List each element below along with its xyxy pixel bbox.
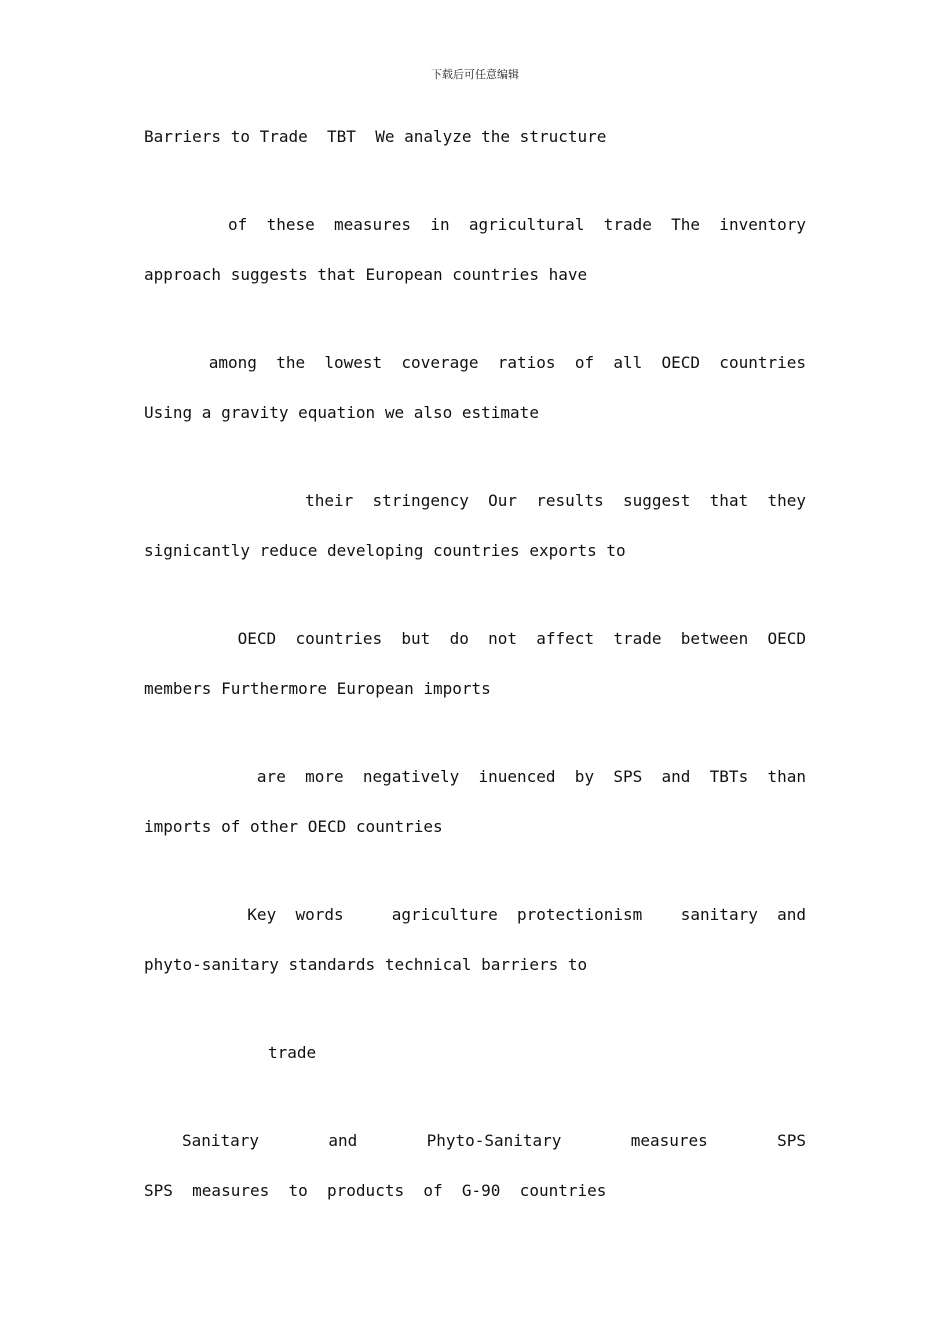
- text-line: Barriers to Trade TBT We analyze the structure: [144, 127, 607, 146]
- text-line: are more negatively inuenced by SPS and TBTs than: [256, 767, 806, 786]
- text-line: Sanitary and Phyto-Sanitary measures SPS: [182, 1131, 806, 1150]
- text-line: members Furthermore European imports: [144, 679, 491, 698]
- text-line: Key words agriculture protectionism sanitary and: [247, 905, 806, 924]
- text-line: phyto-sanitary standards technical barriers to: [144, 955, 588, 974]
- text-line: approach suggests that European countries have: [144, 265, 588, 284]
- text-line: Using a gravity equation we also estimate: [144, 403, 539, 422]
- text-line: signicantly reduce developing countries exports to: [144, 541, 626, 560]
- text-line: trade: [268, 1043, 317, 1062]
- page-header: 下载后可任意编辑: [431, 68, 519, 81]
- text-line: OECD countries but do not affect trade between OECD: [237, 629, 806, 648]
- text-line: their stringency Our results suggest that they: [305, 491, 806, 510]
- text-line: of these measures in agricultural trade The inventory: [228, 215, 806, 234]
- text-line: SPS measures to products of G-90 countries: [144, 1181, 607, 1200]
- text-line: imports of other OECD countries: [144, 817, 443, 836]
- text-line: among the lowest coverage ratios of all OECD countries: [208, 353, 806, 372]
